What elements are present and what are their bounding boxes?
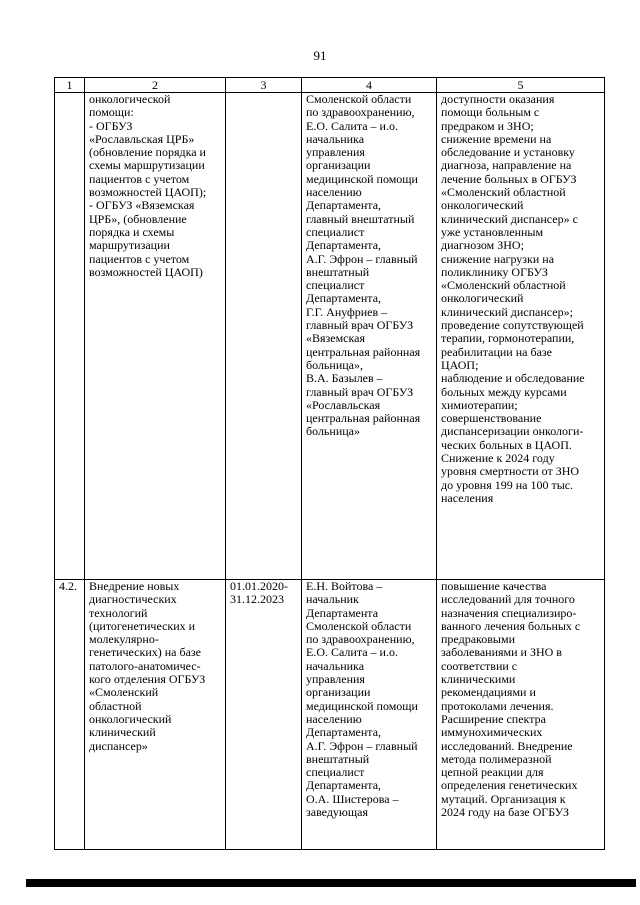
- text-line: А.Г. Эфрон – главный: [306, 738, 418, 753]
- text-line: назначения специализиро-: [441, 605, 577, 620]
- table-row: [55, 580, 605, 850]
- text-line: маршрутизации: [89, 238, 170, 253]
- text-line: уже установленным: [441, 224, 544, 239]
- text-line: кого отделения ОГБУЗ: [89, 672, 206, 687]
- text-line: начальника: [306, 131, 365, 146]
- text-line: реабилитации на базе: [441, 344, 552, 359]
- plan-table: [54, 77, 605, 850]
- text-line: цепной реакции для: [441, 765, 544, 780]
- text-line: населению: [306, 711, 362, 726]
- text-line: клинический диспансер» с: [441, 211, 578, 226]
- text-line: исследований. Внедрение: [441, 738, 573, 753]
- text-line: «Смоленский областной: [441, 278, 566, 293]
- measure-text: [89, 93, 221, 279]
- text-line: (цитогенетических и: [89, 618, 196, 633]
- text-line: предраковыми: [441, 632, 515, 647]
- text-line: возможностей ЦАОП): [89, 264, 203, 279]
- text-line: проведение сопутствующей: [441, 318, 584, 333]
- text-line: порядка и схемы: [89, 224, 175, 239]
- header-cell: 2: [85, 78, 226, 93]
- text-line: снижение нагрузки на: [441, 251, 555, 266]
- text-line: внештатный: [306, 264, 370, 279]
- text-line: главный внештатный: [306, 211, 415, 226]
- text-line: диспансеризации онкологи-: [441, 424, 584, 439]
- text-line: схемы маршрутизации: [89, 158, 205, 173]
- text-line: метода полимеразной: [441, 751, 552, 766]
- text-line: диагнозом ЗНО;: [441, 238, 524, 253]
- text-line: начальника: [306, 658, 365, 673]
- responsible-text: [306, 93, 432, 439]
- text-line: Снижение к 2024 году: [441, 451, 555, 466]
- text-line: «Смоленский: [89, 685, 159, 700]
- text-line: главный врач ОГБУЗ: [306, 384, 414, 399]
- text-line: 2024 году на базе ОГБУЗ: [441, 805, 570, 820]
- text-line: организации: [306, 685, 371, 700]
- measure-cell: [85, 580, 226, 850]
- row-number: 4.2.: [59, 579, 77, 593]
- text-line: 01.01.2020-: [230, 579, 288, 593]
- text-line: центральная районная: [306, 411, 421, 426]
- text-line: - ОГБУЗ: [89, 118, 133, 133]
- text-line: заболеваниями и ЗНО в: [441, 645, 562, 660]
- text-line: протоколами лечения.: [441, 698, 554, 713]
- text-line: организации: [306, 158, 371, 173]
- period-cell: [226, 580, 302, 850]
- text-line: Е.О. Салита – и.о.: [306, 645, 398, 660]
- text-line: Департамента: [306, 605, 379, 620]
- text-line: химиотерапии;: [441, 397, 518, 412]
- result-cell: [437, 93, 605, 580]
- text-line: Департамента,: [306, 778, 382, 793]
- text-line: больница»: [306, 424, 360, 439]
- text-line: внештатный: [306, 751, 370, 766]
- text-line: управления: [306, 672, 365, 687]
- result-text: [441, 580, 600, 819]
- page-number: 91: [313, 48, 327, 63]
- text-line: уровня смертности от ЗНО: [441, 464, 580, 479]
- text-line: генетических) на базе: [89, 645, 201, 660]
- text-line: доступности оказания: [441, 92, 555, 106]
- text-line: клиническими: [441, 672, 516, 687]
- text-line: Расширение спектра: [441, 711, 546, 726]
- text-line: Департамента,: [306, 291, 382, 306]
- text-line: медицинской помощи: [306, 698, 418, 713]
- measure-cell: [85, 93, 226, 580]
- text-line: «Рославльская: [306, 397, 381, 412]
- text-line: определения генетических: [441, 778, 578, 793]
- text-line: диспансер»: [89, 738, 148, 753]
- text-line: по здравоохранению,: [306, 105, 415, 120]
- text-line: повышение качества: [441, 579, 547, 593]
- text-line: иммунохимических: [441, 725, 543, 740]
- text-line: «Смоленский областной: [441, 185, 566, 200]
- text-line: заведующая: [306, 805, 368, 820]
- text-line: больных между курсами: [441, 384, 567, 399]
- text-line: лечение больных в ОГБУЗ: [441, 171, 577, 186]
- text-line: ЦРБ», (обновление: [89, 211, 187, 226]
- text-line: поликлинику ОГБУЗ: [441, 264, 548, 279]
- text-line: диагностических: [89, 592, 177, 607]
- text-line: пациентов с учетом: [89, 251, 190, 266]
- text-line: областной: [89, 698, 142, 713]
- text-line: предраком и ЗНО;: [441, 118, 534, 133]
- header-cell: 1: [55, 78, 85, 93]
- text-line: начальник: [306, 592, 359, 607]
- table-row: [55, 93, 605, 580]
- text-line: соответствии с: [441, 658, 518, 673]
- text-line: технологий: [89, 605, 148, 620]
- text-line: онкологической: [89, 92, 171, 106]
- responsible-text: [306, 580, 432, 819]
- text-line: наблюдение и обследование: [441, 371, 585, 386]
- text-line: возможностей ЦАОП);: [89, 185, 207, 200]
- text-line: совершенствование: [441, 411, 542, 426]
- text-line: клинический: [89, 725, 156, 740]
- text-line: онкологический: [441, 198, 524, 213]
- text-line: Смоленской области: [306, 618, 412, 633]
- text-line: мутаций. Организация к: [441, 791, 566, 806]
- measure-text: [89, 580, 221, 753]
- text-line: специалист: [306, 224, 365, 239]
- text-line: главный врач ОГБУЗ: [306, 318, 414, 333]
- text-line: Е.О. Салита – и.о.: [306, 118, 398, 133]
- text-line: В.А. Базылев –: [306, 371, 383, 386]
- result-text: [441, 93, 600, 505]
- text-line: центральная районная: [306, 344, 421, 359]
- text-line: «Рославльская ЦРБ»: [89, 131, 195, 146]
- text-line: медицинской помощи: [306, 171, 418, 186]
- text-line: ванного лечения больных с: [441, 618, 581, 633]
- text-line: патолого-анатомичес-: [89, 658, 201, 673]
- text-line: Внедрение новых: [89, 579, 180, 593]
- text-line: больница»,: [306, 357, 363, 372]
- text-line: онкологический: [441, 291, 524, 306]
- text-line: диагноза, направление на: [441, 158, 572, 173]
- text-line: ческих больных в ЦАОП.: [441, 437, 572, 452]
- text-line: пациентов с учетом: [89, 171, 190, 186]
- text-line: Департамента,: [306, 725, 382, 740]
- text-line: ЦАОП;: [441, 357, 479, 372]
- period-text: [230, 580, 297, 607]
- text-line: специалист: [306, 278, 365, 293]
- text-line: специалист: [306, 765, 365, 780]
- text-line: 31.12.2023: [230, 592, 284, 607]
- text-line: помощи:: [89, 105, 134, 120]
- text-line: онкологический: [89, 711, 172, 726]
- text-line: населению: [306, 185, 362, 200]
- text-line: О.А. Шистерова –: [306, 791, 399, 806]
- responsible-cell: [302, 580, 437, 850]
- text-line: обследование и установку: [441, 145, 575, 160]
- text-line: рекомендациями и: [441, 685, 536, 700]
- responsible-cell: [302, 93, 437, 580]
- table-header-row: [55, 78, 605, 93]
- header-cell: 5: [437, 78, 605, 93]
- text-line: до уровня 199 на 100 тыс.: [441, 477, 574, 492]
- text-line: Е.Н. Войтова –: [306, 579, 383, 593]
- text-line: «Вяземская: [306, 331, 366, 346]
- text-line: по здравоохранению,: [306, 632, 415, 647]
- result-cell: [437, 580, 605, 850]
- period-cell: [226, 93, 302, 580]
- text-line: Г.Г. Ануфриев –: [306, 304, 388, 319]
- text-line: (обновление порядка и: [89, 145, 206, 160]
- text-line: управления: [306, 145, 365, 160]
- scan-edge-bar: [26, 879, 636, 887]
- text-line: Департамента,: [306, 198, 382, 213]
- text-line: исследований для точного: [441, 592, 575, 607]
- text-line: - ОГБУЗ «Вяземская: [89, 198, 195, 213]
- text-line: Департамента,: [306, 238, 382, 253]
- text-line: молекулярно-: [89, 632, 159, 647]
- header-cell: 3: [226, 78, 302, 93]
- text-line: терапии, гормонотерапии,: [441, 331, 575, 346]
- text-line: снижение времени на: [441, 131, 552, 146]
- text-line: населения: [441, 490, 494, 505]
- text-line: помощи больным с: [441, 105, 540, 120]
- text-line: клинический диспансер»;: [441, 304, 573, 319]
- text-line: А.Г. Эфрон – главный: [306, 251, 418, 266]
- row-number-cell: [55, 93, 85, 580]
- header-cell: 4: [302, 78, 437, 93]
- row-number-cell: [55, 580, 85, 850]
- text-line: Смоленской области: [306, 92, 412, 106]
